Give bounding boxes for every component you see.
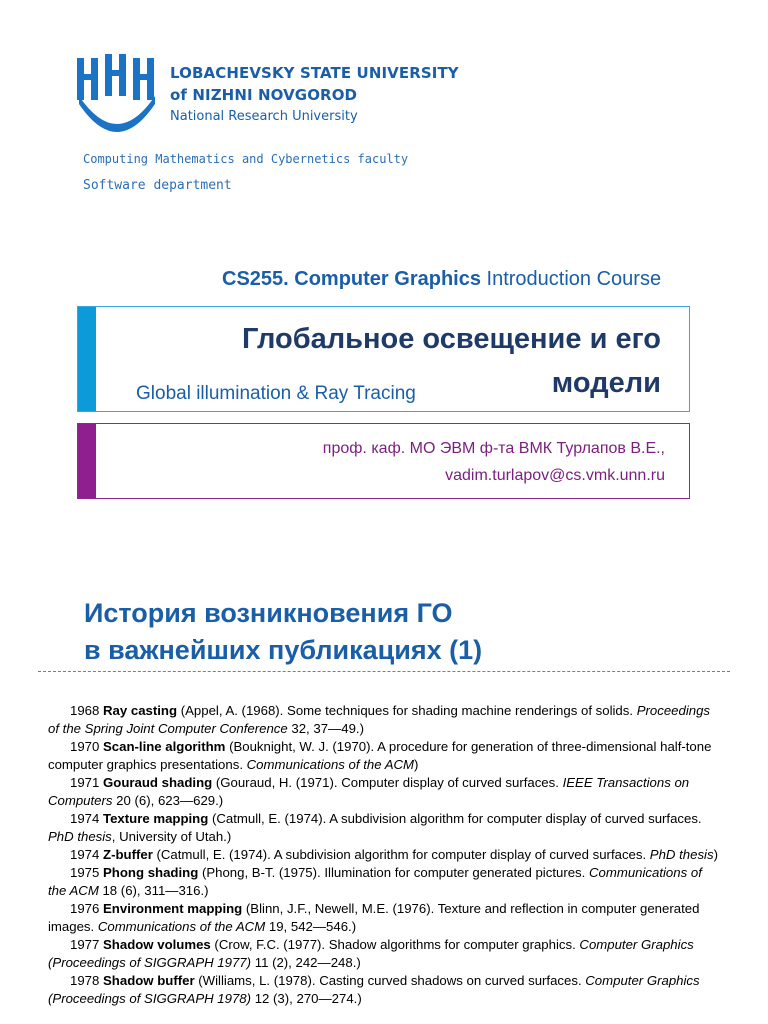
author-box-accent (78, 424, 96, 498)
university-name (170, 62, 459, 127)
section-heading (84, 595, 482, 669)
course-suffix: Introduction Course (480, 268, 662, 290)
department-name: Software department (83, 178, 232, 193)
reference-item: 1971 Gouraud shading (Gouraud, H. (1971). Computer display of curved surfaces. IEEE Transactions on Computers 20 (6), 623—629.) (48, 775, 690, 808)
reference-item: 1974 Texture mapping (Catmull, E. (1974). A subdivision algorithm for computer display of curved surfaces. PhD thesis, University of Utah.) (48, 811, 702, 844)
author-name: проф. каф. МО ЭВМ ф-та ВМК Турлапов В.Е., (322, 440, 665, 457)
reference-item: 1970 Scan-line algorithm (Bouknight, W. J. (1970). A procedure for generation of three-dimensional half-tone computer graphics presentations. Communications of the ACM) (48, 739, 712, 772)
reference-list (48, 702, 720, 1008)
author-email[interactable]: vadim.turlapov@cs.vmk.unn.ru (445, 467, 665, 484)
lecture-title-line-2: модели (551, 367, 661, 399)
reference-item: 1968 Ray casting (Appel, A. (1968). Some techniques for shading machine renderings of solids. Proceedings of the Spring Joint Computer Conference 32, 37—49.) (48, 703, 711, 736)
author-box (77, 423, 690, 499)
university-line-2: of NIZHNI NOVGOROD (170, 86, 358, 104)
reference-item: 1977 Shadow volumes (Crow, F.C. (1977). Shadow algorithms for computer graphics. Computer Graphics (Proceedings of SIGGRAPH 1977) 11 (2), 242—248.) (48, 937, 694, 970)
reference-item: 1974 Z-buffer (Catmull, E. (1974). A subdivision algorithm for computer display of curved surfaces. PhD thesis) (70, 847, 718, 862)
faculty-name: Computing Mathematics and Cybernetics faculty (83, 152, 409, 166)
section-divider (38, 671, 730, 672)
section-heading-line-1: История возникновения ГО (84, 598, 453, 628)
title-box (77, 306, 690, 412)
university-logo (75, 52, 159, 132)
section-heading-line-2: в важнейших публикациях (1) (84, 635, 483, 665)
university-line-1: LOBACHEVSKY STATE UNIVERSITY (170, 64, 459, 82)
reference-item: 1975 Phong shading (Phong, B-T. (1975). Illumination for computer generated pictures. Communications of the ACM 18 (6), 311—316.) (48, 865, 702, 898)
title-box-accent (78, 307, 96, 411)
course-code: CS255. Computer Graphics (222, 268, 481, 290)
university-line-3: National Research University (170, 109, 358, 124)
reference-item: 1976 Environment mapping (Blinn, J.F., Newell, M.E. (1976). Texture and reflection in computer generated images. Communications of the ACM 19, 542—546.) (48, 901, 700, 934)
course-title (222, 268, 661, 291)
reference-item: 1978 Shadow buffer (Williams, L. (1978). Casting curved shadows on curved surfaces. Computer Graphics (Proceedings of SIGGRAPH 1978) 12 (3), 270—274.) (48, 973, 700, 1006)
lecture-title-line-1: Глобальное освещение и его (241, 323, 661, 355)
lecture-subtitle: Global illumination & Ray Tracing (136, 383, 416, 404)
